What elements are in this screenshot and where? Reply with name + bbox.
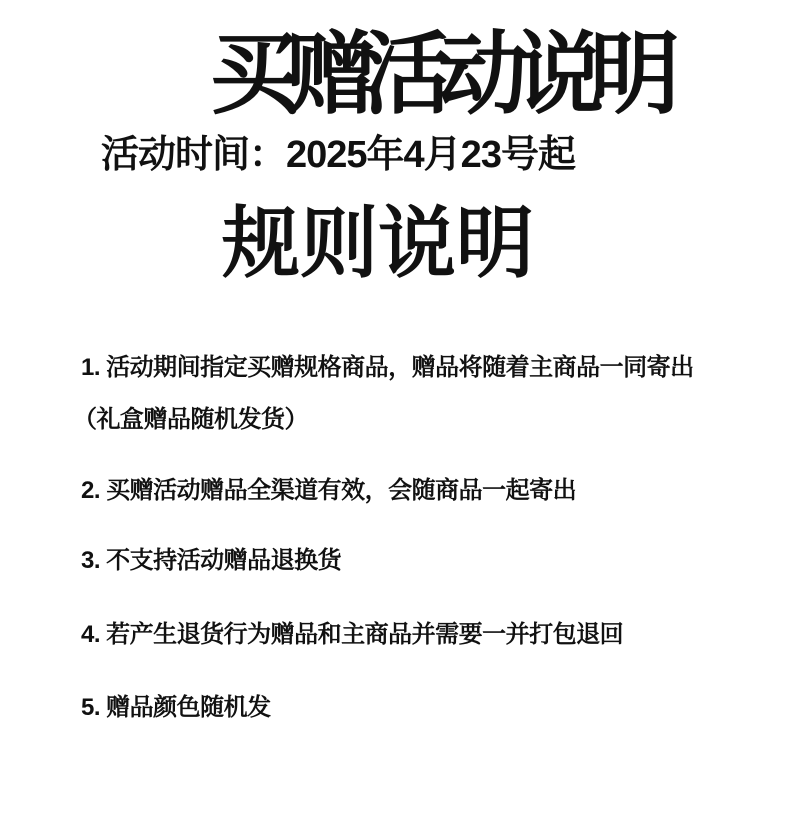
rule-item-5: 5. 赠品颜色随机发 [81, 693, 271, 721]
activity-time-label: 活动时间： [101, 134, 287, 176]
rules-section-heading: 规则说明 [221, 199, 534, 287]
rules-list [0, 352, 800, 724]
promo-notice-page [0, 25, 800, 830]
activity-time-value: 2025年4月23号起 [286, 134, 575, 176]
page-title: 买赠活动说明 [210, 25, 666, 125]
activity-time-line [0, 132, 800, 178]
rule-item-1: 1. 活动期间指定买赠规格商品，赠品将随着主商品一同寄出 [81, 353, 694, 381]
rule-item-3: 3. 不支持活动赠品退换货 [81, 546, 342, 574]
rule-item-4: 4. 若产生退货行为赠品和主商品并需要一并打包退回 [81, 620, 624, 648]
rule-item-1-note: （礼盒赠品随机发货） [73, 405, 308, 433]
rule-item-2: 2. 买赠活动赠品全渠道有效，会随商品一起寄出 [81, 476, 577, 504]
